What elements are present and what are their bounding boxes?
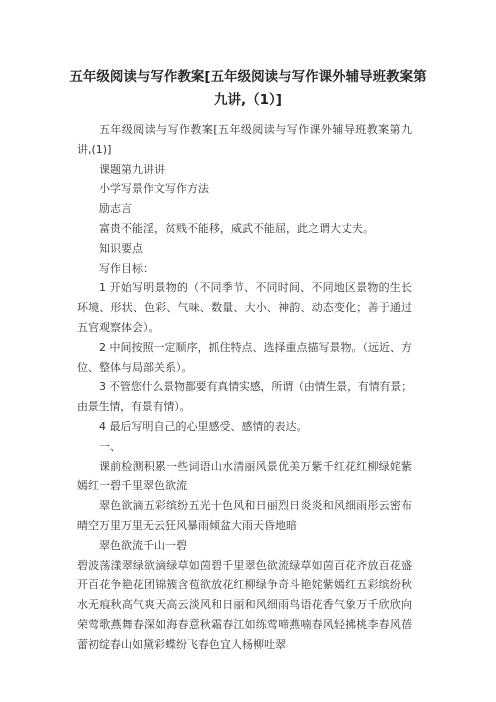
paragraph-vocab-3: 翠色欲流千山一碧 — [99, 538, 187, 552]
paragraph-knowledge-label: 知识要点 — [99, 241, 143, 255]
paragraph-heading: 五年级阅读与写作教案[五年级阅读与写作课外辅导班教案第九讲,(1)] — [77, 123, 412, 156]
document-title: 五年级阅读与写作教案[五年级阅读与写作课外辅导班教案第九讲,（1）] — [69, 69, 427, 108]
paragraph-motto: 富贵不能淫，贫贱不能移，威武不能屈，此之谓大丈夫。 — [99, 221, 374, 235]
paragraph-topic: 课题第九讲讲 — [99, 162, 165, 176]
paragraph-subtopic: 小学写景作文写作方法 — [99, 182, 209, 196]
document-body — [77, 120, 412, 655]
paragraph-motto-label: 励志言 — [99, 202, 132, 216]
paragraph-goal-2: 2 中间按照一定顺序，抓住特点、选择重点描写景物。（远近、方位、整体与局部关系）。 — [77, 340, 412, 374]
paragraph-goal-3: 3 不管您什么景物都要有真情实感，所谓（由情生景，有情有景；由景生情，有景有情）。 — [77, 380, 412, 414]
paragraph-goal-4: 4 最后写明自己的心里感受、感情的表达。 — [99, 419, 308, 433]
paragraph-section-one: 一、 — [99, 439, 121, 453]
paragraph-goal-label: 写作目标： — [99, 261, 154, 275]
paragraph-vocab-2: 翠色欲滴五彩缤纷五光十色风和日丽烈日炎炎和风细雨彤云密布晴空万里万里无云狂风暴雨倾盆大雨天昏地暗 — [77, 499, 412, 532]
paragraph-vocab-1: 课前检测积累一些词语山水清丽风景优美万紫千红花红柳绿姹紫嫣红一碧千里翠色欲流 — [77, 459, 412, 493]
paragraph-vocab-4: 碧波荡漾翠绿欲滴绿草如茵碧千里翠色欲流绿草如茵百花齐放百花盛开百花争艳花团锦簇含苞欲放花红柳绿争奇斗艳姹紫嫣红五彩缤纷秋水无痕秋高气爽天高云淡风和日丽和风细雨鸟语花香气象万千欣欣向荣莺歌燕舞春深如海春意秋霜春江如练莺啼燕喃春风轻拂桃李春风蓓蕾初绽春山如黛彩蝶纷飞春色宜人杨柳吐翠 — [77, 558, 412, 651]
paragraph-goal-1: 1 开始写明景物的（不同季节、不同时间、不同地区景物的生长环境、形状、色彩、气味、数量、大小、神韵、动态变化；善于通过五官观察体会）。 — [77, 281, 412, 334]
